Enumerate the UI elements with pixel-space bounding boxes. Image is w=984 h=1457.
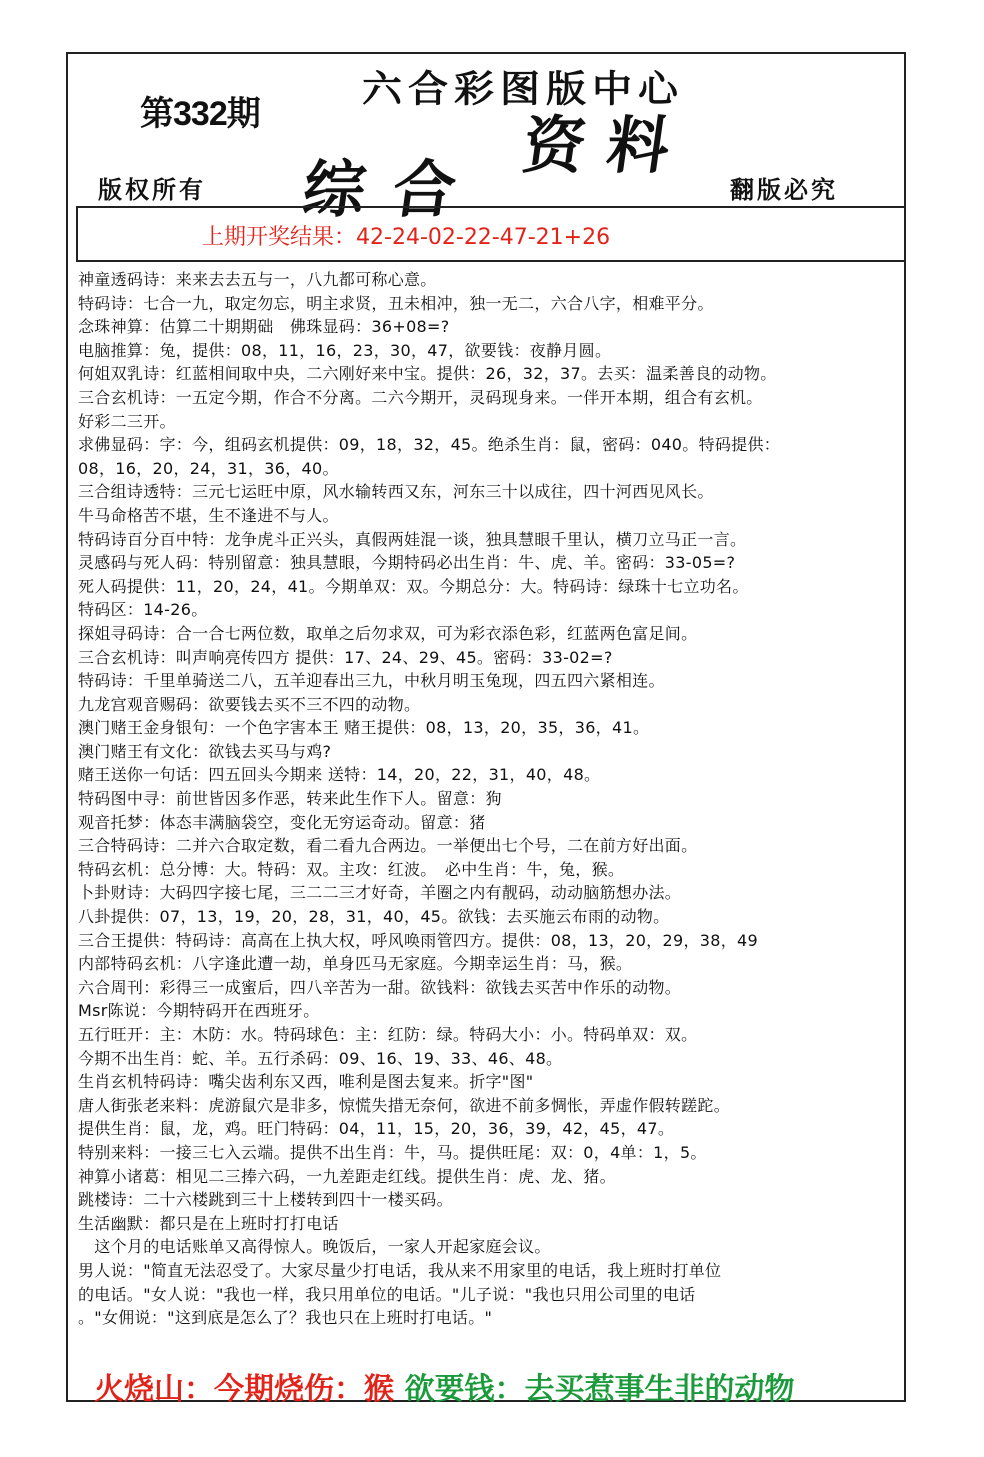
last-result: [202, 220, 610, 251]
content-line: 跳楼诗：二十六楼跳到三十上楼转到四十一楼买码。: [78, 1190, 453, 1210]
content-line: 男人说："简直无法忍受了。大家尽量少打电话，我从来不用家里的电话，我上班时打单位: [78, 1260, 722, 1280]
content-line: 念珠神算：估算二十期期础 佛珠显码：36+08=?: [78, 317, 450, 337]
big-title-ziliao: 资料: [518, 109, 697, 182]
banner-part-green: 欲要钱：去买惹事生非的动物: [404, 1372, 795, 1407]
content-line: 特码玄机：总分博：大。特码：双。主攻：红波。 必中生肖：牛，兔，猴。: [78, 859, 625, 879]
last-result-numbers: 42-24-02-22-47-21+26: [356, 225, 611, 250]
content-line: 三合王提供：特码诗：高高在上执大权，呼风唤雨管四方。提供：08，13，20，29，38，49: [78, 930, 758, 950]
content-line: 澳门赌王金身银句：一个色字害本王 赌王提供：08，13，20，35，36，41。: [78, 718, 650, 738]
bottom-banner: [94, 1364, 894, 1407]
content-line: 何姐双乳诗：红蓝相间取中央，二六刚好来中宝。提供：26，32，37。去买：温柔善良的动物。: [78, 364, 777, 384]
content-line: 观音托梦：体态丰满脑袋空，变化无穷运奇动。留意：猪: [78, 812, 486, 832]
content-line: 三合特码诗：二并六合取定数，看二看九合两边。一举便出七个号，二在前方好出面。: [78, 836, 698, 856]
issue-number: 第332期: [140, 95, 260, 133]
content-line: 六合周刊：彩得三一成蜜后，四八辛苦为一甜。欲钱料：欲钱去买苦中作乐的动物。: [78, 977, 682, 997]
copyright-right: 翻版必究: [730, 175, 838, 204]
content-line: 08，16，20，24，31，36，40。: [78, 458, 339, 478]
big-title-zonghe: 综合: [298, 153, 489, 226]
content-line: 灵感码与死人码：特别留意：独具慧眼，今期特码必出生肖：牛、虎、羊。密码：33-05=?: [78, 553, 736, 573]
content-line: 今期不出生肖：蛇、羊。五行杀码：09、16、19、33、46、48。: [78, 1048, 563, 1068]
content-line: 五行旺开：主：木防：水。特码球色：主：红防：绿。特码大小：小。特码单双：双。: [78, 1025, 698, 1044]
content-line: 特码诗百分百中特：龙争虎斗正兴头，真假两娃混一谈，独具慧眼千里认，横刀立马正一言。: [78, 529, 747, 549]
content-line: 的电话。"女人说："我也一样，我只用单位的电话。"儿子说："我也只用公司里的电话: [78, 1284, 696, 1304]
content-line: 牛马命格苦不堪，生不逢进不与人。: [78, 505, 339, 525]
content-line: 赌王送你一句话：四五回头今期来 送特：14，20，22，31，40，48。: [78, 765, 601, 785]
content-line: 这个月的电话账单又高得惊人。晚饭后，一家人开起家庭会议。: [78, 1237, 551, 1257]
last-result-box: [76, 206, 906, 262]
content-line: 求佛显码：字：今，组码玄机提供：09，18，32，45。绝杀生肖：鼠，密码：040。特码提供：: [78, 435, 781, 455]
content-line: 电脑推算：兔，提供：08，11，16，23，30，47，欲要钱：夜静月圆。: [78, 340, 612, 360]
content-line: 生肖玄机特码诗：嘴尖齿利东又西，唯利是图去复来。折字"图": [78, 1072, 534, 1092]
content-line: 神童透码诗：来来去去五与一，八九都可称心意。: [78, 270, 437, 289]
center-title: 六合彩图版中心: [362, 67, 684, 111]
content-line: 三合组诗透特：三元七运旺中原，风水输转西又东，河东三十以成往，四十河西见风长。: [78, 482, 714, 502]
content-line: 提供生肖：鼠，龙，鸡。旺门特码：04，11，15，20，36，39，42，45，47。: [78, 1119, 675, 1139]
content-line: 死人码提供：11，20，24，41。今期单双：双。今期总分：大。特码诗：绿珠十七立功名。: [78, 576, 749, 596]
content-line: 卜卦财诗：大码四字接七尾，三二二三才好奇，羊圈之内有靓码，动动脑筋想办法。: [78, 883, 682, 903]
last-result-label: 上期开奖结果：: [202, 225, 357, 250]
banner-part-red: 火烧山：今期烧伤：猴: [94, 1372, 394, 1407]
content-line: 特别来料：一接三七入云端。提供不出生肖：牛，马。提供旺尾：双：0，4单：1，5。: [78, 1142, 707, 1162]
content-line: 特码诗：千里单骑送二八，五羊迎春出三九，中秋月明玉兔现，四五四六紧相连。: [78, 671, 665, 691]
content-line: 三合玄机诗：叫声响亮传四方 提供：17、24、29、45。密码：33-02=?: [78, 647, 613, 667]
content-line: 神算小诸葛：相见二三捧六码，一九差距走红线。提供生肖：虎、龙、猪。: [78, 1166, 616, 1186]
content-line: 特码区：14-26。: [78, 600, 208, 620]
content-line: 内部特码玄机：八字逢此遭一劫，单身匹马无家庭。今期幸运生肖：马，猴。: [78, 954, 633, 974]
content-lines: [78, 268, 908, 1330]
copyright-left: 版权所有: [98, 175, 206, 204]
content-line: 三合玄机诗：一五定今期，作合不分离。二六今期开，灵码现身来。一伴开本期，组合有玄机。: [78, 387, 763, 407]
content-line: Msr陈说：今期特码开在西班牙。: [78, 1001, 320, 1021]
content-line: 生活幽默：都只是在上班时打打电话: [78, 1213, 339, 1233]
content-line: 唐人街张老来料：虎游鼠穴是非多，惊慌失措无奈何，欲进不前多惆怅，弄虚作假转蹉跎。: [78, 1095, 731, 1115]
content-line: 八卦提供：07，13，19，20，28，31，40，45。欲钱：去买施云布雨的动物。: [78, 907, 670, 927]
content-line: 特码图中寻：前世皆因多作恶，转来此生作下人。留意：狗: [78, 789, 502, 809]
content-line: 探姐寻码诗：合一合七两位数，取单之后勿求双，可为彩衣添色彩，红蓝两色富足间。: [78, 623, 698, 643]
content-line: 澳门赌王有文化：欲钱去买马与鸡?: [78, 741, 332, 761]
content-line: 特码诗：七合一九，取定勿忘，明主求贤，丑未相冲，独一无二，六合八字，相难平分。: [78, 293, 714, 313]
content-line: 好彩二三开。: [78, 411, 176, 431]
content-line: 九龙宫观音赐码：欲要钱去买不三不四的动物。: [78, 694, 421, 714]
content-line: 。"女佣说："这到底是怎么了？我也只在上班时打电话。": [78, 1308, 493, 1328]
